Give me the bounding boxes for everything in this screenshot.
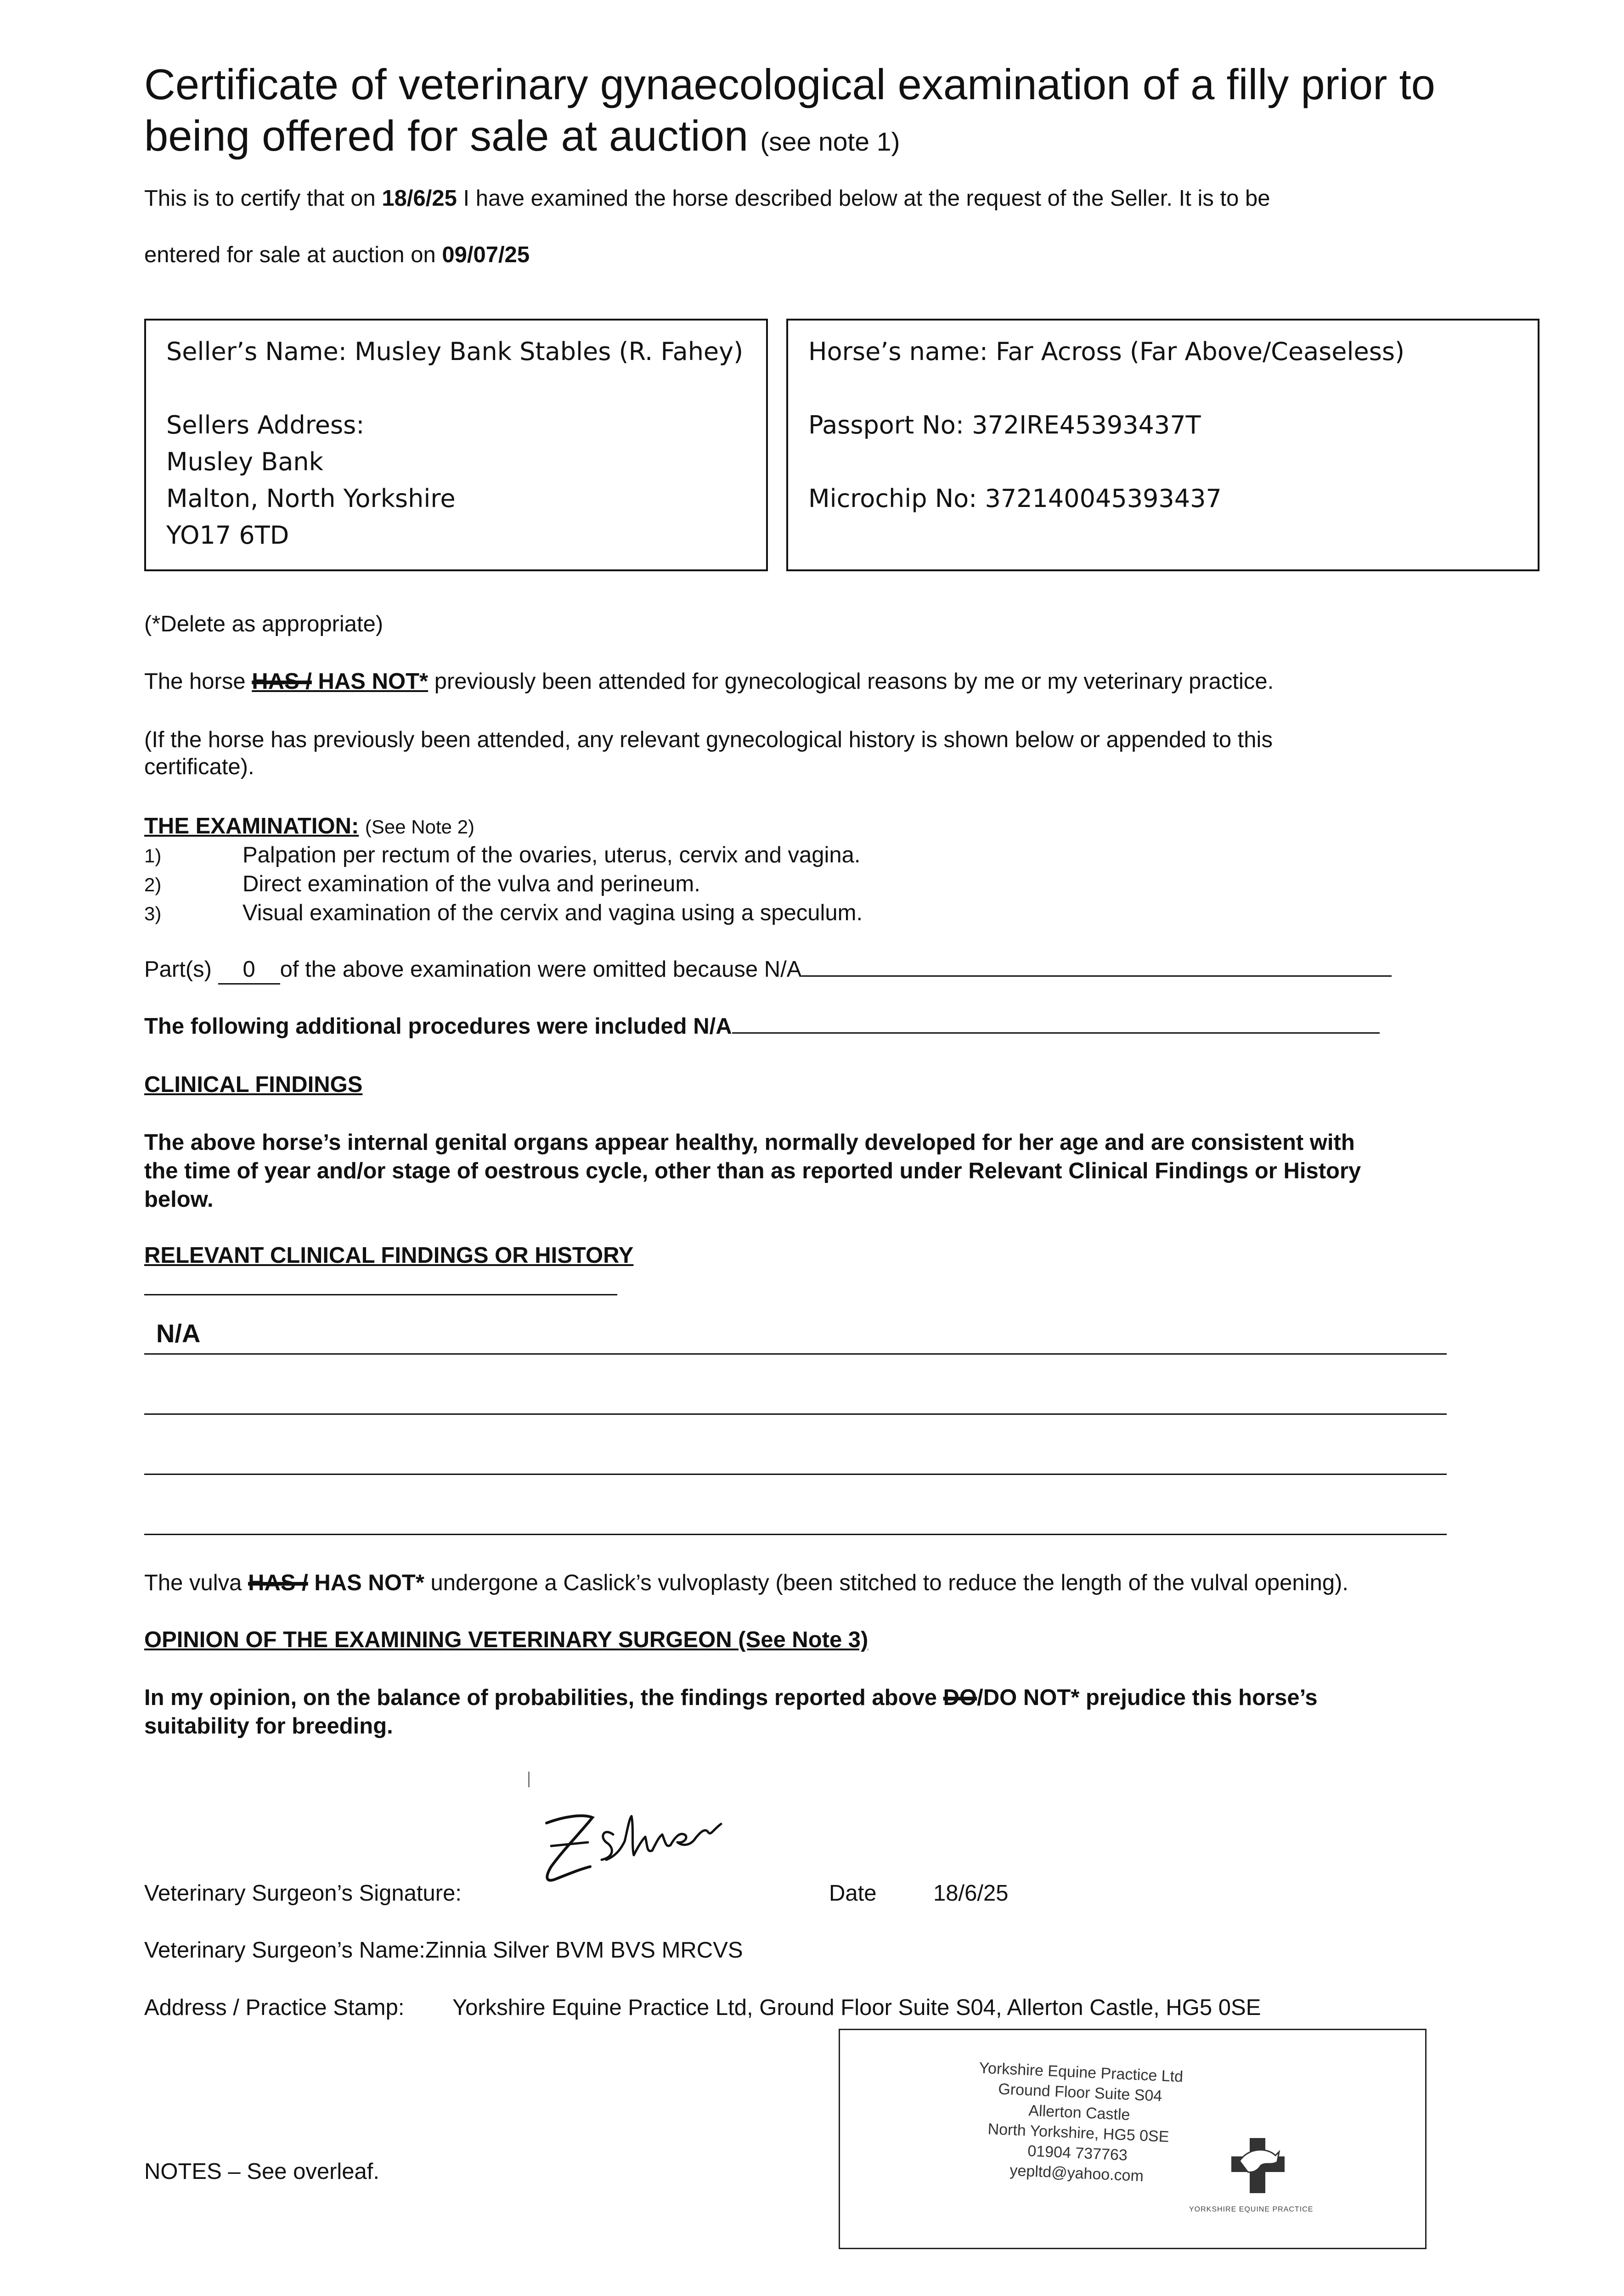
- vulva-selected-option: HAS NOT*: [308, 1570, 424, 1595]
- relevant-findings-value: N/A: [156, 1319, 201, 1348]
- findings-line: [144, 1534, 1447, 1535]
- date-label: Date: [829, 1881, 877, 1906]
- signature-date-value: 18/6/25: [933, 1881, 1009, 1906]
- surgeon-name-label: Veterinary Surgeon’s Name:: [144, 1938, 425, 1963]
- microchip-number: Microchip No: 372140045393437: [808, 484, 1222, 513]
- vulva-statement: The vulva HAS / HAS NOT* undergone a Caslick’s vulvoplasty (been stitched to reduce the length of the vulval opening).: [144, 1570, 1348, 1595]
- horse-name: Horse’s name: Far Across (Far Above/Ceaseless): [808, 337, 1405, 366]
- page-title: [144, 59, 1435, 168]
- delete-note: (*Delete as appropriate): [144, 612, 383, 636]
- attended-struck-option: HAS /: [252, 669, 312, 694]
- vulva-struck-option: HAS /: [248, 1570, 308, 1595]
- additional-procedures-value: N/A: [693, 1014, 732, 1039]
- stamp-text-block: [934, 2056, 1224, 2190]
- passport-number: Passport No: 372IRE45393437T: [808, 411, 1201, 439]
- stamp-line: North Yorkshire, HG5 0SE: [987, 2120, 1170, 2146]
- intro-line-1: This is to certify that on 18/6/25 I have examined the horse described below at the request of the Seller. It is to be: [144, 186, 1270, 211]
- intro-line-2: entered for sale at auction on 09/07/25: [144, 242, 530, 267]
- findings-line: [144, 1474, 1447, 1475]
- seller-address-label: Sellers Address:: [166, 411, 365, 439]
- examination-heading-note: (See Note 2): [365, 816, 475, 838]
- opinion-struck-option: DO: [943, 1685, 977, 1710]
- examination-item-number: 1): [144, 845, 162, 867]
- findings-line: [144, 1353, 1447, 1355]
- omitted-reason: N/A: [764, 957, 802, 982]
- examination-item: [144, 871, 700, 898]
- history-note: (If the horse has previously been attended, any relevant gynecological history is shown below or appended to this certificate).: [144, 727, 1273, 779]
- opinion-text: In my opinion, on the balance of probabilities, the findings reported above DO/DO NOT* prejudice this horse’s suitability for breeding.: [144, 1685, 1318, 1739]
- stamp-line: 01904 737763: [1027, 2142, 1128, 2164]
- attended-selected-option: HAS NOT*: [311, 669, 429, 694]
- horse-details-box: [786, 319, 1539, 571]
- tick-mark: [528, 1772, 530, 1787]
- examination-item-text: Direct examination of the vulva and perineum.: [242, 872, 700, 896]
- horse-cross-logo-icon: [1221, 2133, 1295, 2202]
- stamp-line: yepltd@yahoo.com: [1009, 2161, 1144, 2185]
- surgeon-name-row: [144, 1937, 743, 1964]
- exam-date: 18/6/25: [382, 186, 457, 211]
- stamp-line: Yorkshire Equine Practice Ltd: [978, 2059, 1184, 2086]
- examination-item-number: 3): [144, 903, 162, 924]
- address-value: Yorkshire Equine Practice Ltd, Ground Floor Suite S04, Allerton Castle, HG5 0SE: [452, 1995, 1261, 2020]
- examination-item-number: 2): [144, 874, 162, 895]
- stamp-line: Allerton Castle: [1028, 2102, 1131, 2124]
- clinical-findings-heading: CLINICAL FINDINGS: [144, 1072, 363, 1097]
- seller-address-line-2: Malton, North Yorkshire: [166, 484, 456, 513]
- title-note: (see note 1): [760, 127, 900, 157]
- attended-statement: The horse HAS / HAS NOT* previously been attended for gynecological reasons by me or my veterinary practice.: [144, 669, 1274, 694]
- examination-item-text: Visual examination of the cervix and vagina using a speculum.: [242, 900, 863, 925]
- seller-address-line-3: YO17 6TD: [166, 521, 289, 550]
- additional-procedures: The following additional procedures were included N/A: [144, 1013, 1380, 1040]
- clinical-findings-text: The above horse’s internal genital organs appear healthy, normally developed for her age and are consistent with the time of year and/or stage of oestrous cycle, other than as reported under Relevant Clinical Findings or History below.: [144, 1130, 1361, 1212]
- surgeon-name-value: Zinnia Silver BVM BVS MRCVS: [425, 1938, 743, 1963]
- examination-item: [144, 842, 861, 869]
- omitted-parts-value: 0: [218, 956, 280, 985]
- heading-underline-rule: [144, 1294, 617, 1295]
- seller-name: Seller’s Name: Musley Bank Stables (R. Fahey): [166, 337, 744, 366]
- additional-fill-line: [732, 1032, 1380, 1034]
- opinion-heading: OPINION OF THE EXAMINING VETERINARY SURGEON (See Note 3): [144, 1627, 868, 1652]
- signature-label: Veterinary Surgeon’s Signature:: [144, 1881, 462, 1906]
- examination-heading: THE EXAMINATION: (See Note 2): [144, 814, 475, 838]
- title-line-1: Certificate of veterinary gynaecological examination of a filly prior to: [144, 60, 1435, 108]
- relevant-findings-heading: RELEVANT CLINICAL FINDINGS OR HISTORY: [144, 1243, 634, 1268]
- auction-date: 09/07/25: [442, 242, 530, 267]
- notes-reference: NOTES – See overleaf.: [144, 2159, 380, 2184]
- omitted-statement: Part(s) 0 of the above examination were omitted because N/A: [144, 956, 1392, 985]
- seller-address-line-1: Musley Bank: [166, 447, 323, 476]
- stamp-line: Ground Floor Suite S04: [998, 2080, 1163, 2105]
- practice-stamp: [839, 2029, 1427, 2249]
- findings-line: [144, 1413, 1447, 1415]
- title-line-2: being offered for sale at auction (see note 1): [144, 112, 900, 160]
- stamp-logo-caption: YORKSHIRE EQUINE PRACTICE: [1189, 2206, 1314, 2213]
- seller-details-box: [144, 319, 768, 571]
- examination-item-text: Palpation per rectum of the ovaries, uterus, cervix and vagina.: [242, 843, 861, 867]
- omitted-fill-line: [801, 975, 1392, 977]
- address-label: Address / Practice Stamp:: [144, 1995, 405, 2020]
- examination-item: [144, 900, 863, 927]
- handwritten-signature: [537, 1791, 749, 1901]
